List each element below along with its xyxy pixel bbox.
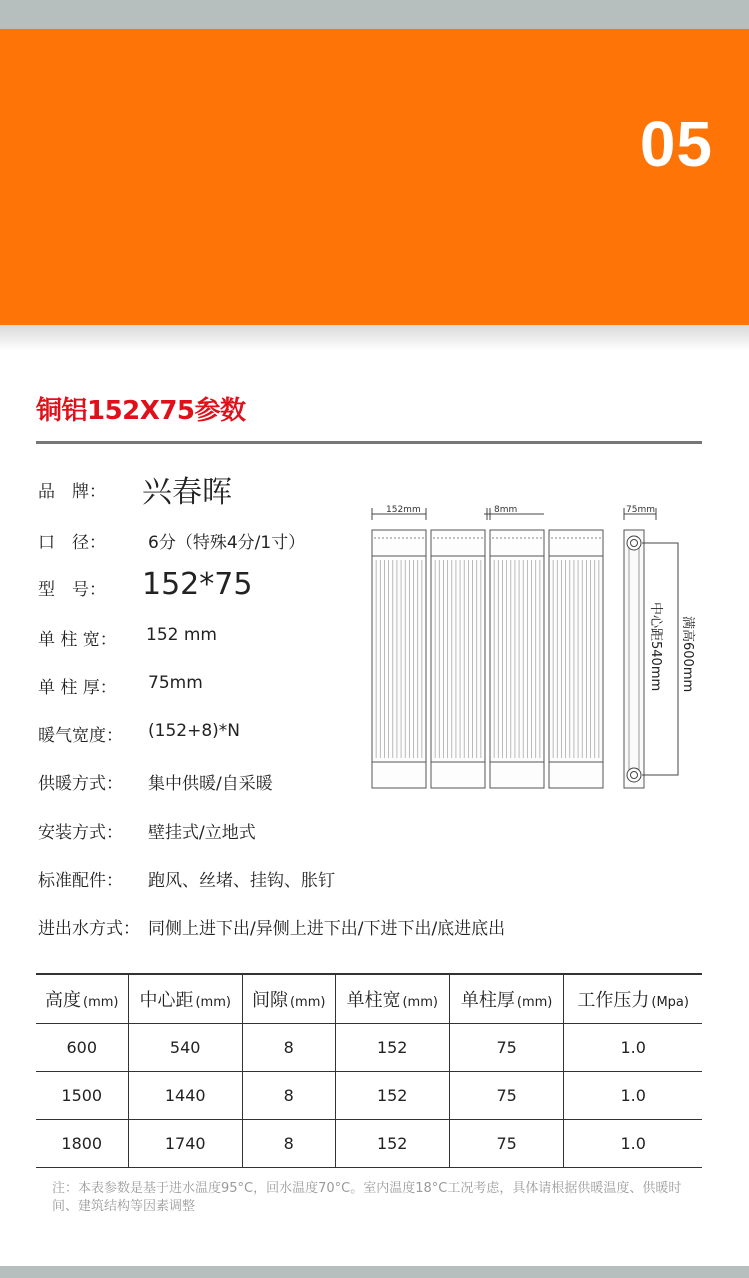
spec-label: 单 柱 宽： (38, 630, 117, 650)
spec-radiator-width (38, 721, 240, 746)
table-cell: 75 (449, 1072, 563, 1120)
gap-dimension-label: 8mm (494, 505, 518, 515)
table-cell: 152 (335, 1072, 449, 1120)
table-row (36, 1024, 702, 1072)
table-cell: 75 (449, 1120, 563, 1168)
table-cell: 1.0 (564, 1024, 702, 1072)
table-row (36, 1120, 702, 1168)
spec-value: 集中供暖/自采暖 (148, 774, 273, 794)
table-header: 单柱宽 (mm) (335, 974, 449, 1024)
table-header: 中心距 (mm) (128, 974, 242, 1024)
table-cell: 1.0 (564, 1072, 702, 1120)
radiator-column (490, 530, 544, 788)
spec-label: 品 牌： (38, 482, 106, 502)
table-row (36, 1072, 702, 1120)
center-distance-label: 中心距540mm (648, 602, 663, 692)
spec-label: 单 柱 厚： (38, 678, 117, 698)
spec-installation (38, 818, 256, 843)
full-height-label: 满高600mm (680, 616, 695, 693)
spec-label: 供暖方式： (38, 774, 123, 794)
spec-label: 标准配件： (38, 871, 123, 891)
table-cell: 1500 (36, 1072, 128, 1120)
spec-brand (38, 475, 232, 510)
section-title: 铜铝152X75参数 (36, 396, 246, 426)
spec-label: 安装方式： (38, 823, 123, 843)
table-header: 间隙 (mm) (242, 974, 335, 1024)
banner-shadow (0, 325, 749, 351)
spec-heating-mode (38, 769, 273, 794)
table-cell: 152 (335, 1120, 449, 1168)
table-cell: 8 (242, 1120, 335, 1168)
table-header: 工作压力 (Mpa) (564, 974, 702, 1024)
table-cell: 8 (242, 1024, 335, 1072)
table-cell: 8 (242, 1072, 335, 1120)
title-divider (36, 441, 702, 444)
depth-dimension-label: 75mm (626, 505, 655, 515)
spec-value: 同侧上进下出/异侧上进下出/下进下出/底进底出 (148, 919, 506, 939)
spec-value: 跑风、丝堵、挂钩、胀钉 (148, 871, 335, 891)
spec-column-depth (38, 673, 203, 698)
spec-value: 6分（特殊4分/1寸） (148, 533, 306, 553)
spec-accessories (38, 866, 335, 891)
spec-value: 75mm (148, 673, 203, 693)
table-cell: 540 (128, 1024, 242, 1072)
table-cell: 1.0 (564, 1120, 702, 1168)
spec-label: 型 号： (38, 580, 106, 600)
table-cell: 1440 (128, 1072, 242, 1120)
radiator-diagram (366, 500, 711, 800)
radiator-column (372, 530, 426, 788)
spec-value: 152 mm (146, 625, 217, 645)
top-strip (0, 0, 749, 29)
table-cell: 1800 (36, 1120, 128, 1168)
table-header-row (36, 974, 702, 1024)
spec-label: 暖气宽度： (38, 726, 123, 746)
parameter-table (36, 973, 702, 1168)
radiator-column (549, 530, 603, 788)
table-cell: 600 (36, 1024, 128, 1072)
table-cell: 75 (449, 1024, 563, 1072)
table-cell: 1740 (128, 1120, 242, 1168)
spec-value: 兴春晖 (142, 475, 232, 510)
width-dimension-label: 152mm (386, 505, 421, 515)
spec-value: (152+8)*N (148, 721, 240, 741)
header-banner (0, 29, 749, 325)
radiator-columns (372, 530, 603, 788)
spec-value: 152*75 (142, 567, 253, 602)
spec-value: 壁挂式/立地式 (148, 823, 256, 843)
spec-label: 口 径： (38, 533, 106, 553)
radiator-side-view (624, 530, 696, 788)
section-number: 05 (639, 108, 713, 180)
spec-model (38, 567, 253, 602)
spec-column-width (38, 625, 217, 650)
table-header: 单柱厚 (mm) (449, 974, 563, 1024)
bottom-strip (0, 1266, 749, 1278)
footnote: 注：本表参数是基于进水温度95°C，回水温度70°C。室内温度18°C工况考虑，具体请根据供暖温度、供暖时间、建筑结构等因素调整 (52, 1181, 682, 1214)
spec-water-connection (38, 914, 506, 939)
radiator-column (431, 530, 485, 788)
table-cell: 152 (335, 1024, 449, 1072)
spec-label: 进出水方式： (38, 919, 140, 939)
spec-caliber (38, 528, 306, 553)
table-header: 高度 (mm) (36, 974, 128, 1024)
